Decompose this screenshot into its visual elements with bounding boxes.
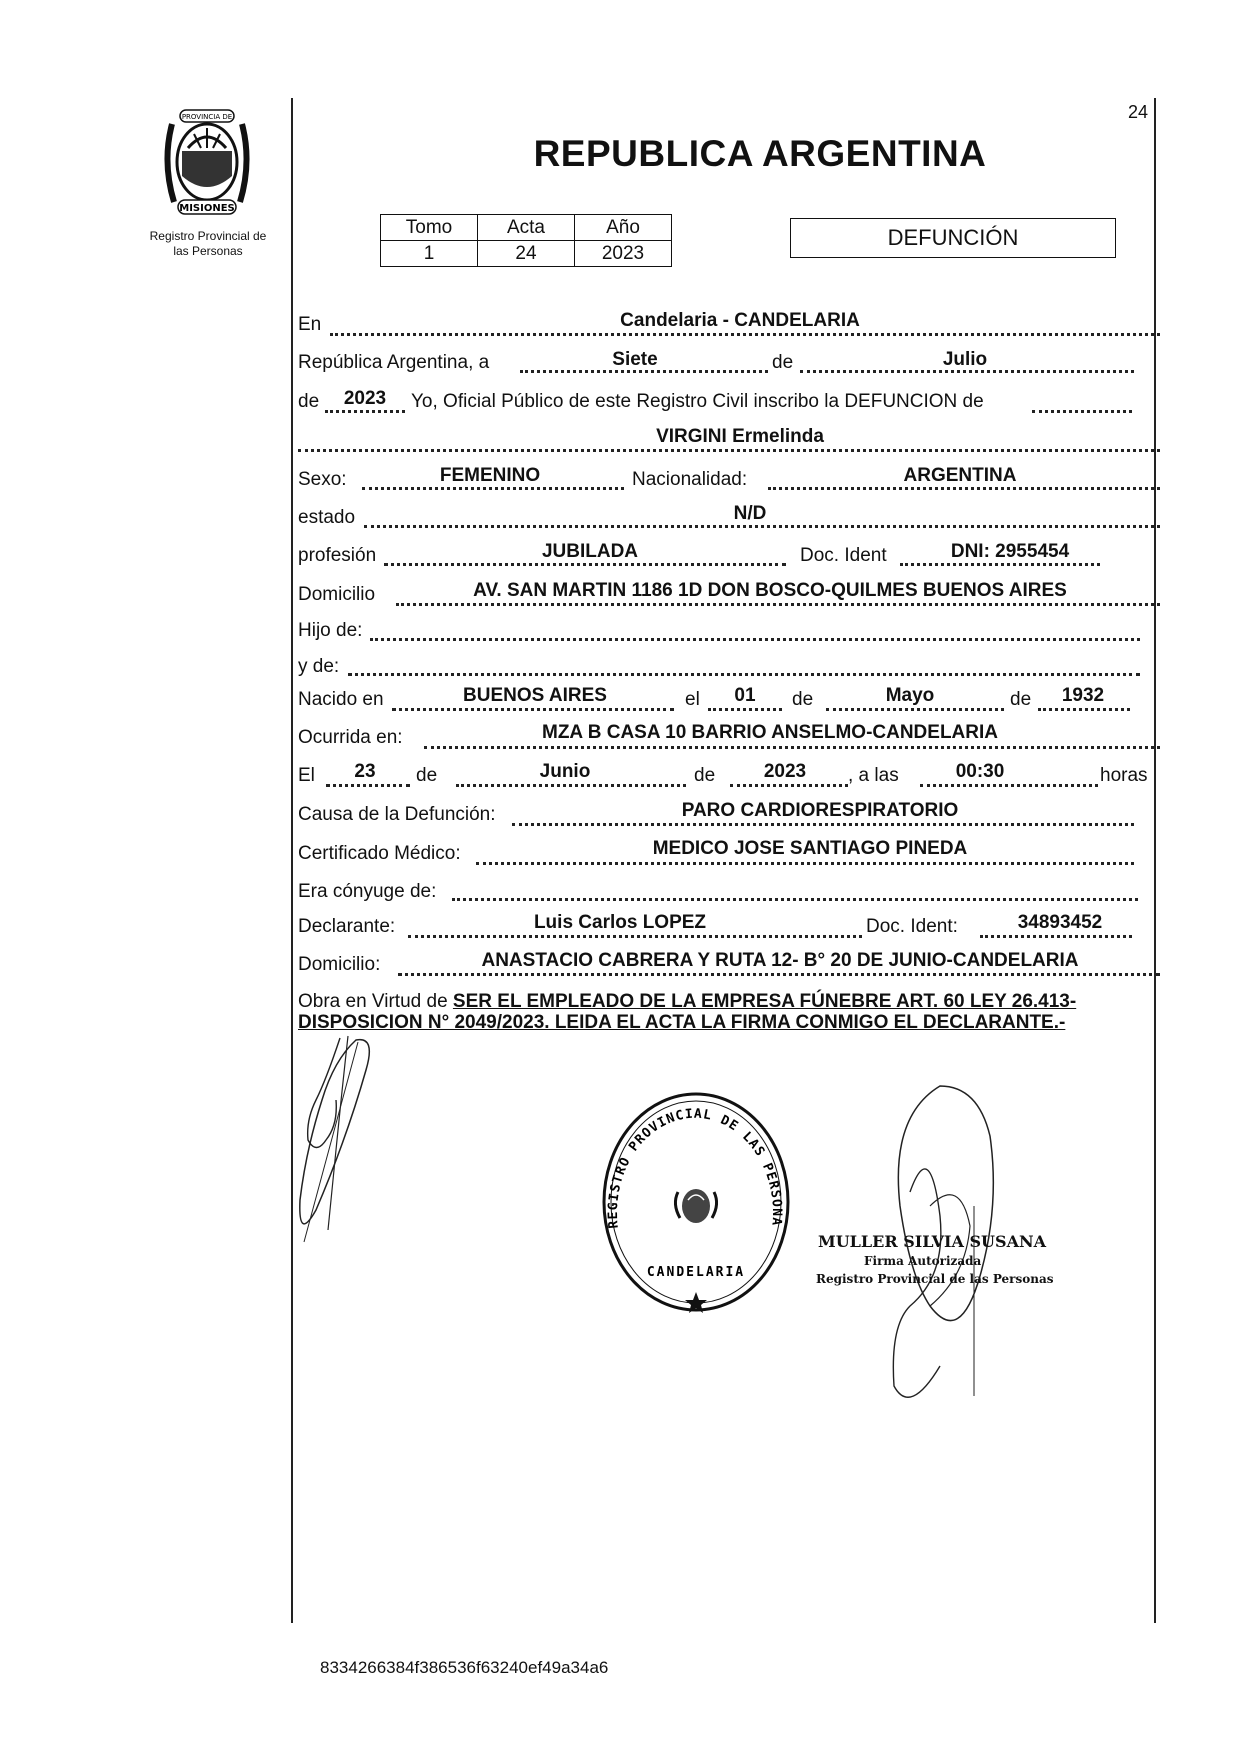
nacido-de-label-2: de (1010, 689, 1032, 710)
doc-ident2-value: 34893452 (1017, 912, 1103, 933)
doc-ident-line (900, 563, 1100, 566)
right-margin-line (1154, 98, 1156, 1623)
year-line (325, 410, 405, 413)
sexo-line (362, 487, 624, 490)
record-value-acta: 24 (478, 241, 575, 267)
misiones-seal-icon (152, 106, 262, 218)
name-line (298, 449, 1160, 452)
domicilio-value: AV. SAN MARTIN 1186 1D DON BOSCO-QUILMES BUENOS AIRES (473, 580, 1067, 601)
hijo-label: Hijo de: (298, 620, 363, 641)
certificado-line (476, 862, 1134, 865)
estado-value: N/D (733, 503, 767, 524)
ocurrida-line (424, 746, 1160, 749)
doc-ident2-line (980, 935, 1132, 938)
nacionalidad-label: Nacionalidad: (632, 469, 748, 490)
domicilio2-value: ANASTACIO CABRERA Y RUTA 12- B° 20 DE JUNIO-CANDELARIA (481, 950, 1079, 971)
doc-ident-label: Doc. Ident (800, 545, 887, 566)
conyuge-line (452, 898, 1138, 901)
en-label: En (298, 314, 322, 335)
en-line (330, 333, 1160, 336)
registry-caption (128, 229, 288, 259)
alas-label: , a las (848, 765, 899, 786)
causa-label: Causa de la Defunción: (298, 804, 496, 825)
nacido-lugar-value: BUENOS AIRES (463, 685, 607, 706)
nacionalidad-value: ARGENTINA (903, 465, 1017, 486)
year-value: 2023 (343, 388, 387, 409)
inscribo-text: Yo, Oficial Público de este Registro Civil inscribo la DEFUNCION de (411, 391, 984, 412)
sexo-value: FEMENINO (439, 465, 541, 486)
page-number: 24 (1128, 102, 1149, 122)
deceased-name-value: VIRGINI Ermelinda (656, 426, 824, 447)
muerte-de-label-1: de (416, 765, 438, 786)
seal-text-bottom: MISIONES (179, 203, 235, 214)
obra-value-2: DISPOSICION N° 2049/2023. LEIDA EL ACTA LA FIRMA CONMIGO EL DECLARANTE.- (298, 1012, 1066, 1033)
signatory-line3: Registro Provincial de las Personas (816, 1272, 1054, 1286)
muerte-anio-line (730, 784, 848, 787)
domicilio-line (396, 603, 1160, 606)
inscribo-line (1032, 410, 1132, 413)
estado-label: estado (298, 507, 356, 528)
estado-line (364, 525, 1160, 528)
yde-line (348, 673, 1140, 676)
el-label: el (685, 689, 700, 710)
record-table (380, 214, 672, 267)
place-value: Candelaria - CANDELARIA (620, 310, 860, 331)
record-header-acta: Acta (478, 215, 575, 241)
nacido-dia-line (708, 708, 782, 711)
obra-line-2 (298, 1012, 1065, 1034)
record-value-anio: 2023 (575, 241, 672, 267)
signatory-name: MULLER SILVIA SUSANA (818, 1232, 1047, 1251)
hijo-line (370, 638, 1140, 641)
signatory-line2: Firma Autorizada (864, 1254, 982, 1268)
registry-caption-line2: las Personas (173, 244, 243, 258)
record-header-tomo: Tomo (381, 215, 478, 241)
seal-text-top: PROVINCIA DE (181, 113, 233, 121)
nacido-mes-line (826, 708, 1004, 711)
certificado-value: MEDICO JOSE SANTIAGO PINEDA (652, 838, 968, 859)
muerte-mes-line (456, 784, 686, 787)
nacido-mes-value: Mayo (885, 685, 935, 706)
declarante-label: Declarante: (298, 916, 396, 937)
nacido-anio-value: 1932 (1061, 685, 1105, 706)
certificado-label: Certificado Médico: (298, 843, 461, 864)
causa-value: PARO CARDIORESPIRATORIO (681, 800, 959, 821)
registry-caption-line1: Registro Provincial de (149, 229, 267, 243)
nacido-anio-line (1038, 708, 1130, 711)
doc-ident2-label: Doc. Ident: (866, 916, 958, 937)
muerte-dia-line (326, 784, 410, 787)
nacido-de-label-1: de (792, 689, 814, 710)
obra-label: Obra en Virtud de (298, 991, 448, 1012)
declarante-value: Luis Carlos LOPEZ (533, 912, 707, 933)
profesion-line (384, 563, 786, 566)
domicilio2-label: Domicilio: (298, 954, 381, 975)
ocurrida-value: MZA B CASA 10 BARRIO ANSELMO-CANDELARIA (542, 722, 998, 743)
domicilio-label: Domicilio (298, 584, 376, 605)
record-header-anio: Año (575, 215, 672, 241)
month-text-value: Julio (942, 349, 988, 370)
record-value-tomo: 1 (381, 241, 478, 267)
profesion-label: profesión (298, 545, 377, 566)
republica-label: República Argentina, a (298, 352, 490, 373)
declarant-signature (296, 1030, 396, 1250)
muerte-dia-value: 23 (354, 761, 376, 782)
profesion-value: JUBILADA (541, 541, 639, 562)
footer-hash: 8334266384f386536f63240ef49a34a6 (320, 1658, 609, 1677)
doc-ident-value: DNI: 2955454 (950, 541, 1070, 562)
ocurrida-label: Ocurrida en: (298, 727, 403, 748)
nacido-lugar-line (392, 708, 674, 711)
de-label-2: de (298, 391, 320, 412)
hora-value: 00:30 (955, 761, 1005, 782)
day-text-value: Siete (612, 349, 658, 370)
de-label-1: de (772, 352, 794, 373)
hora-line (920, 784, 1098, 787)
conyuge-label: Era cónyuge de: (298, 881, 437, 902)
declarante-line (408, 935, 862, 938)
domicilio2-line (398, 973, 1160, 976)
sexo-label: Sexo: (298, 469, 347, 490)
nacido-label: Nacido en (298, 689, 384, 710)
official-stamp (600, 1088, 792, 1316)
nacido-dia-value: 01 (734, 685, 756, 706)
horas-label: horas (1100, 765, 1148, 786)
doc-type-box: DEFUNCIÓN (790, 218, 1116, 258)
yde-label: y de: (298, 656, 340, 677)
muerte-mes-value: Junio (539, 761, 591, 782)
stamp-bottom-text: CANDELARIA (646, 1265, 746, 1280)
left-margin-line (291, 98, 293, 1623)
stamp-ring-text: REGISTRO PROVINCIAL DE LAS PERSONA (605, 1106, 785, 1230)
muerte-de-label-2: de (694, 765, 716, 786)
el2-label: El (298, 765, 315, 786)
muerte-anio-value: 2023 (763, 761, 807, 782)
causa-line (512, 823, 1134, 826)
page-title: REPUBLICA ARGENTINA (533, 133, 987, 174)
obra-line-1 (298, 991, 1076, 1013)
nacionalidad-line (768, 487, 1160, 490)
obra-value-1: SER EL EMPLEADO DE LA EMPRESA FÚNEBRE ART. 60 LEY 26.413- (452, 991, 1077, 1012)
